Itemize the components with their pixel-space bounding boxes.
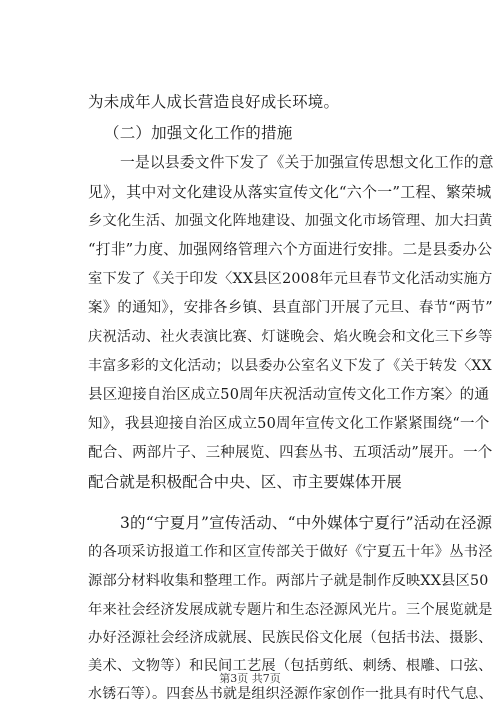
text-line-4: 见》，其中对文化建设从落实宣传文化“六个一”工程、繁荣城 [88, 183, 492, 201]
text-line-18: 年来社会经济发展成就专题片和生态泾源风光片。三个展览就是 [88, 602, 493, 618]
text-line-10: 丰富多彩的文化活动；以县委办公室名义下发了《关于转发〈XX [88, 358, 492, 374]
text-line-5: 乡文化生活、加强文化阵地建设、加强文化市场管理、加大扫黄 [88, 213, 493, 229]
text-line-12: 知》，我县迎接自治区成立50周年宣传文化工作紧紧围绕“一个 [88, 416, 490, 432]
text-line-16: 的各项采访报道工作和区宣传部关于做好《宁夏五十年》丛书泾 [88, 544, 493, 560]
text-line-11: 县区迎接自治区成立50周年庆祝活动宣传文化工作方案〉的通 [88, 387, 490, 403]
text-line-21: 水锈石等）。四套丛书就是组织泾源作家创作一批具有时代气息、 [88, 686, 493, 702]
text-line-13: 配合、两部片子、三种展览、四套丛书、五项活动”展开。一个 [88, 445, 493, 461]
text-line-7: 室下发了《关于印发〈XX县区2008年元旦春节文化活动实施方 [88, 271, 493, 287]
text-line-1: 为未成年人成长营造良好成长环境。 [88, 93, 340, 111]
text-line-20: 美术、文物等）和民间工艺展（包括剪纸、刺绣、根雕、口弦、 [88, 658, 493, 674]
text-line-6: “打非”力度、加强网络管理六个方面进行安排。二是县委办公 [88, 241, 493, 258]
text-line-8: 案》的通知》，安排各乡镇、县直部门开展了元旦、春节“两节” [88, 300, 493, 316]
text-line-14: 配合就是积极配合中央、区、市主要媒体开展 [88, 473, 403, 491]
text-line-17: 源部分材料收集和整理工作。两部片子就是制作反映XX县区50 [88, 573, 489, 589]
text-line-19: 办好泾源社会经济成就展、民族民俗文化展（包括书法、摄影、 [88, 630, 493, 646]
text-line-3: 一是以县委文件下发了《关于加强宣传思想文化工作的意 [120, 154, 494, 171]
page-number: 第3页 共7页 [219, 672, 281, 685]
text-line-15: 3的“宁夏月”宣传活动、“中外媒体宁夏行”活动在泾源 [120, 514, 493, 532]
section-heading: （二）加强文化工作的措施 [104, 124, 293, 142]
text-line-9: 庆祝活动、社火表演比赛、灯谜晚会、焰火晚会和文化三下乡等 [88, 329, 493, 345]
